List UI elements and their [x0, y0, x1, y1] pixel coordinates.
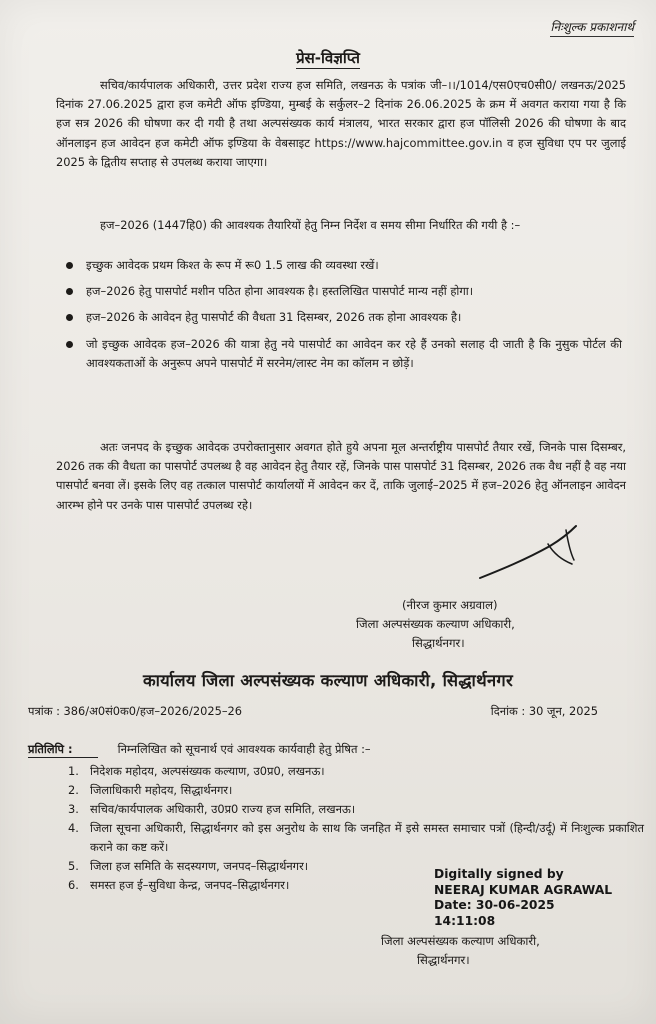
handwritten-signature-icon	[470, 520, 590, 590]
signatory-place: सिद्धार्थनगर।	[412, 636, 465, 650]
bullet-icon	[66, 341, 73, 348]
list-item	[60, 335, 622, 373]
footer-officer-block	[381, 932, 540, 970]
bullet-icon	[66, 314, 73, 321]
list-item	[60, 282, 622, 301]
list-item	[64, 800, 624, 819]
bullet-icon	[66, 288, 73, 295]
footer-place: सिद्धार्थनगर।	[417, 953, 470, 967]
item-text: निदेशक महोदय, अल्पसंख्यक कल्याण, उ0प्र0, लखनऊ।	[90, 764, 325, 778]
conclusion-text: अतः जनपद के इच्छुक आवेदक उपरोक्तानुसार अवगत होते हुये अपना मूल अन्तर्राष्ट्रीय पासपोर्ट तैयार रखें, जिनके पास दिसम्बर, 2026 तक की वैधता का पासपोर्ट उपलब्ध है वह आवेदन हेतु तैयार रहें, जिनके पास पासपोर्ट 31 दिसम्बर, 2026 तक वैध नहीं है वह नया पासपोर्ट बनवा लें। इसके लिए वह तत्काल पासपोर्ट कार्यालयों में आवेदन कर दें, ताकि जुलाई–2025 में हज–2026 हेतु ऑनलाइन आवेदन आरम्भ होने पर उनके पास पासपोर्ट उपलब्ध रहे।	[56, 440, 626, 512]
signatory-designation: जिला अल्पसंख्यक कल्याण अधिकारी,	[356, 617, 515, 631]
instructions-intro-text: हज–2026 (1447हि0) की आवश्यक तैयारियों हेतु निम्न निर्देश व समय सीमा निर्धारित की गयी है :–	[100, 218, 521, 232]
list-item-text: जो इच्छुक आवेदक हज–2026 की यात्रा हेतु नये पासपोर्ट का आवेदन कर रहे हैं उनको सलाह दी जाती है कि नुसुक पोर्टल की आवश्यकताओं के अनुरूप अपने पासपोर्ट में सरनेम/लास्ट नेम का कॉलम न छोड़ें।	[86, 336, 622, 370]
footer-designation: जिला अल्पसंख्यक कल्याण अधिकारी,	[381, 934, 540, 948]
item-number: 6.	[68, 878, 79, 892]
item-text: जिलाधिकारी महोदय, सिद्धार्थनगर।	[90, 783, 233, 797]
free-publication-note: निःशुल्क प्रकाशनार्थ	[550, 18, 634, 37]
intro-text: सचिव/कार्यपालक अधिकारी, उत्तर प्रदेश राज्य हज समिति, लखनऊ के पत्रांक जी–।।/1014/एस0एच0सी0/ लखनऊ/2025 दिनांक 27.06.2025 द्वारा हज कमेटी ऑफ इण्डिया, मुम्बई के सर्कुलर–2 दिनांक 26.06.2025 के क्रम में अवगत कराया गया है कि हज सत्र 2026 की घोषणा कर दी गयी है तथा अल्पसंख्यक कार्य मंत्रालय, भारत सरकार द्वारा हज पॉलिसी 2026 की घोषणा के बाद ऑनलाइन हज आवेदन हज कमेटी ऑफ इण्डिया के वेबसाइट https://www.hajcommittee.gov.in व हज सुविधा एप पर जुलाई 2025 के द्वितीय सप्ताह से उपलब्ध कराया जाएगा।	[56, 78, 626, 169]
digital-signature-block	[434, 867, 612, 929]
title-text: प्रेस-विज्ञप्ति	[296, 49, 360, 67]
digital-signature-date: Date: 30-06-2025	[434, 898, 555, 912]
list-item-text: हज–2026 के आवेदन हेतु पासपोर्ट की वैधता 31 दिसम्बर, 2026 तक होना आवश्यक है।	[86, 310, 462, 325]
copy-intro-text: निम्नलिखित को सूचनार्थ एवं आवश्यक कार्यवाही हेतु प्रेषित :–	[117, 742, 371, 756]
bullet-icon	[66, 262, 73, 269]
copy-label: प्रतिलिपि :	[28, 742, 98, 758]
list-item-text: इच्छुक आवेदक प्रथम किश्त के रूप में रू0 1.5 लाख की व्यवस्था रखें।	[86, 258, 379, 272]
instructions-intro	[56, 216, 626, 235]
item-number: 1.	[68, 764, 79, 778]
instruction-list	[60, 256, 622, 380]
digital-signature-name: NEERAJ KUMAR AGRAWAL	[434, 882, 613, 897]
list-item	[64, 762, 624, 781]
digital-signature-time: 14:11:08	[434, 913, 496, 928]
reference-date: दिनांक : 30 जून, 2025	[490, 704, 598, 718]
list-item	[64, 876, 430, 895]
item-text: जिला सूचना अधिकारी, सिद्धार्थनगर को इस अनुरोध के साथ कि जनहित में इसे समस्त समाचार पत्रों (हिन्दी/उर्दू) में निःशुल्क प्रकाशित कराने का कष्ट करें।	[90, 821, 644, 854]
digital-signature-line: Digitally signed by	[434, 867, 564, 881]
intro-paragraph	[56, 76, 626, 172]
list-item-text: हज–2026 हेतु पासपोर्ट मशीन पठित होना आवश्यक है। हस्तलिखित पासपोर्ट मान्य नहीं होगा।	[86, 284, 474, 299]
item-number: 2.	[68, 783, 79, 797]
signatory-block	[356, 596, 515, 653]
item-number: 5.	[68, 859, 79, 873]
item-number: 3.	[68, 802, 79, 816]
reference-number: पत्रांक : 386/अ0सं0क0/हज–2026/2025–26	[28, 704, 243, 718]
list-item	[60, 308, 622, 327]
item-text: जिला हज समिति के सदस्यगण, जनपद–सिद्धार्थनगर।	[90, 859, 309, 873]
list-item	[64, 857, 430, 876]
signatory-name: (नीरज कुमार अग्रवाल)	[402, 598, 498, 612]
list-item	[60, 256, 622, 275]
item-number: 4.	[68, 821, 79, 835]
conclusion-paragraph	[56, 438, 626, 515]
item-text: समस्त हज ई–सुविधा केन्द्र, जनपद–सिद्धार्थनगर।	[90, 878, 290, 892]
item-text: सचिव/कार्यपालक अधिकारी, उ0प्र0 राज्य हज समिति, लखनऊ।	[90, 802, 356, 816]
reference-line	[28, 704, 608, 719]
office-title: कार्यालय जिला अल्पसंख्यक कल्याण अधिकारी, सिद्धार्थनगर	[142, 671, 514, 690]
list-item	[64, 819, 644, 857]
copy-to-intro	[28, 742, 628, 758]
document-title	[0, 48, 656, 68]
list-item	[64, 781, 624, 800]
